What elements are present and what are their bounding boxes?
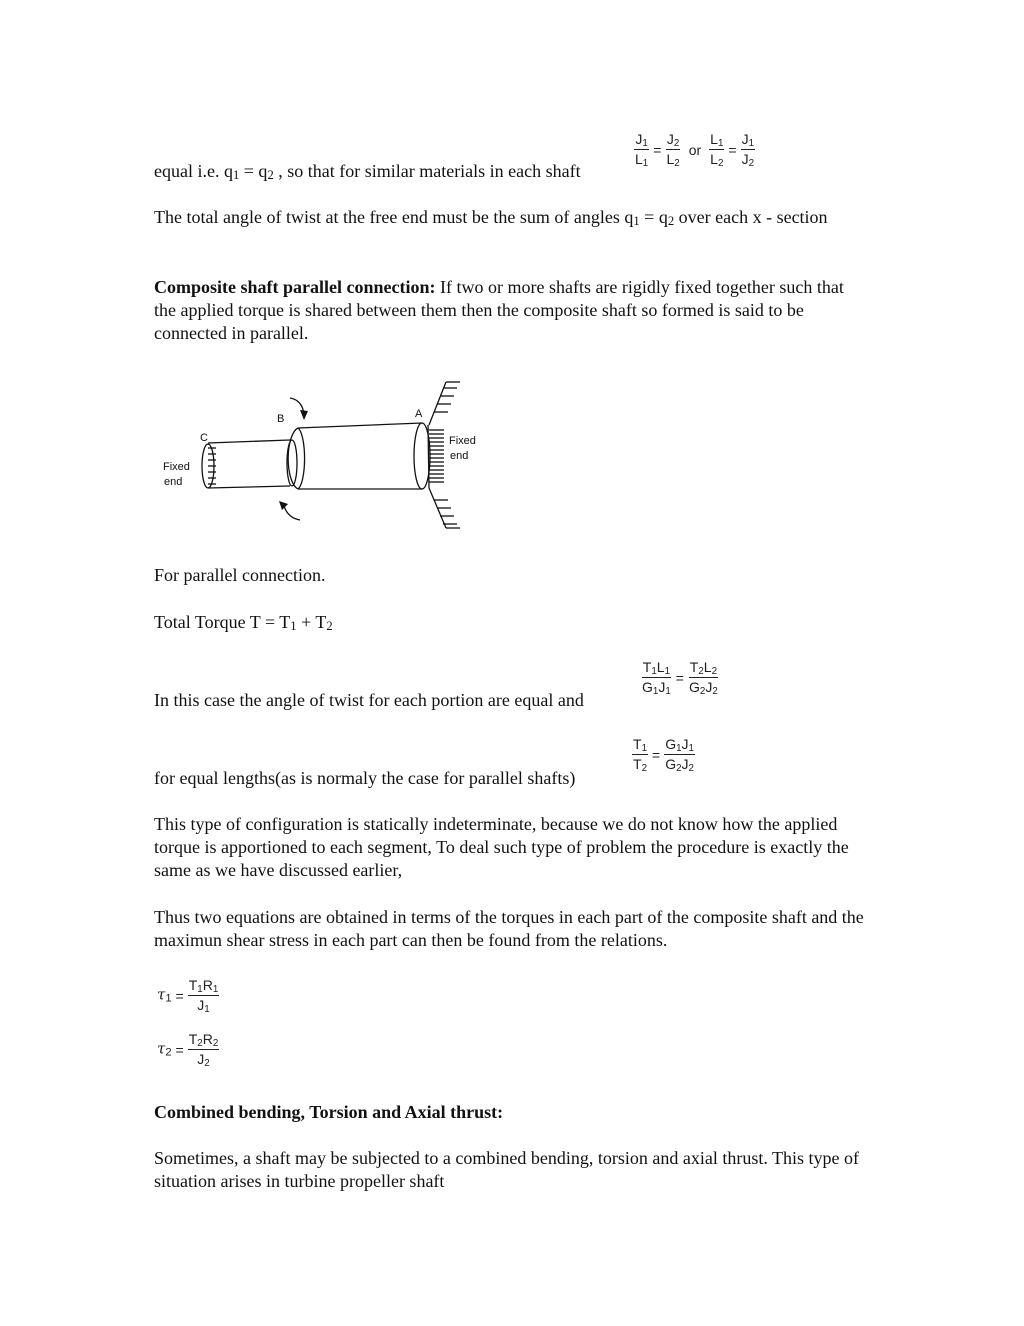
label-end-right: end	[450, 450, 469, 462]
fraction: $\frac{G_1J_1}{G_2J_2}$	[665, 736, 694, 774]
paragraph-two-equations: Thus two equations are obtained in terms of the torques in each part of the composite shaft and the maximun shear stress in each part can then be found from the relations.	[154, 907, 864, 950]
fraction: $\frac{T_2L_2}{G_2J_2}$	[688, 659, 718, 697]
fraction: $\frac{J_1}{J_2}$	[741, 131, 755, 169]
section-heading: Composite shaft parallel connection:	[154, 277, 436, 297]
fraction: $\frac{J_1}{L_1}$	[635, 131, 649, 169]
label-fixed-left: Fixed	[163, 461, 190, 473]
formula-j-over-l: $\frac{J_1}{L_1}$ = $\frac{J_2}{L_2}$ or $\frac{L_1}{L_2}$ = $\frac{J_1}{J_2}$	[635, 131, 755, 169]
fraction: $\frac{T_1R_1}{J_1}$	[188, 977, 219, 1015]
formula-tau-2: $\tau_2$ = $\frac{T_2R_2}{J_2}$	[157, 1031, 219, 1069]
fraction: $\frac{T_2R_2}{J_2}$	[188, 1031, 219, 1069]
paragraph-total-angle: The total angle of twist at the free end must be the sum of angles $q_1 = q_2$ over each x - section	[154, 207, 828, 228]
paragraph-statically-indeterminate: This type of configuration is statically indeterminate, because we do not know how the applied torque is apportioned to each segment, To deal such type of problem the procedure is exactly the same as we have discussed earlier,	[154, 814, 849, 880]
or-label: or	[688, 141, 702, 158]
paragraph-equal-angles: equal i.e. $q_1 = q_2$ , so that for similar materials in each shaft	[154, 161, 581, 182]
section-heading-combined: Combined bending, Torsion and Axial thrust:	[154, 1102, 504, 1122]
paragraph-equal-lengths: for equal lengths(as is normaly the case for parallel shafts)	[154, 768, 576, 788]
label-fixed-right: Fixed	[449, 435, 476, 447]
paragraph-for-parallel: For parallel connection.	[154, 565, 326, 585]
formula-tau-1: $\tau_1$ = $\frac{T_1R_1}{J_1}$	[157, 977, 219, 1015]
paragraph-total-torque: Total Torque $T = T_1 + T_2$	[154, 612, 333, 633]
paragraph-sometimes: Sometimes, a shaft may be subjected to a combined bending, torsion and axial thrust. This type of situation arises in turbine propeller shaft	[154, 1148, 860, 1191]
formula-torque-ratio: $\frac{T_1}{T_2}$ = $\frac{G_1J_1}{G_2J_2}$	[633, 736, 694, 774]
fraction: $\frac{L_1}{L_2}$	[710, 131, 724, 169]
label-end-left: end	[164, 476, 183, 488]
composite-shaft-figure	[150, 370, 490, 535]
formula-tl-over-gj: $\frac{T_1L_1}{G_1J_1}$ = $\frac{T_2L_2}{G_2J_2}$	[642, 659, 718, 697]
fraction: $\frac{T_1L_1}{G_1J_1}$	[642, 659, 671, 697]
label-c: C	[200, 432, 208, 444]
fraction: $\frac{T_1}{T_2}$	[633, 736, 648, 774]
paragraph-angle-equal: In this case the angle of twist for each portion are equal and	[154, 690, 584, 710]
fraction: $\frac{J_2}{L_2}$	[666, 131, 680, 169]
label-a: A	[415, 408, 423, 420]
paragraph-parallel-connection: Composite shaft parallel connection: If two or more shafts are rigidly fixed together such that the applied torque is shared between them then the composite shaft so formed is said to be connected in parallel.	[154, 277, 844, 343]
label-b: B	[277, 413, 285, 425]
